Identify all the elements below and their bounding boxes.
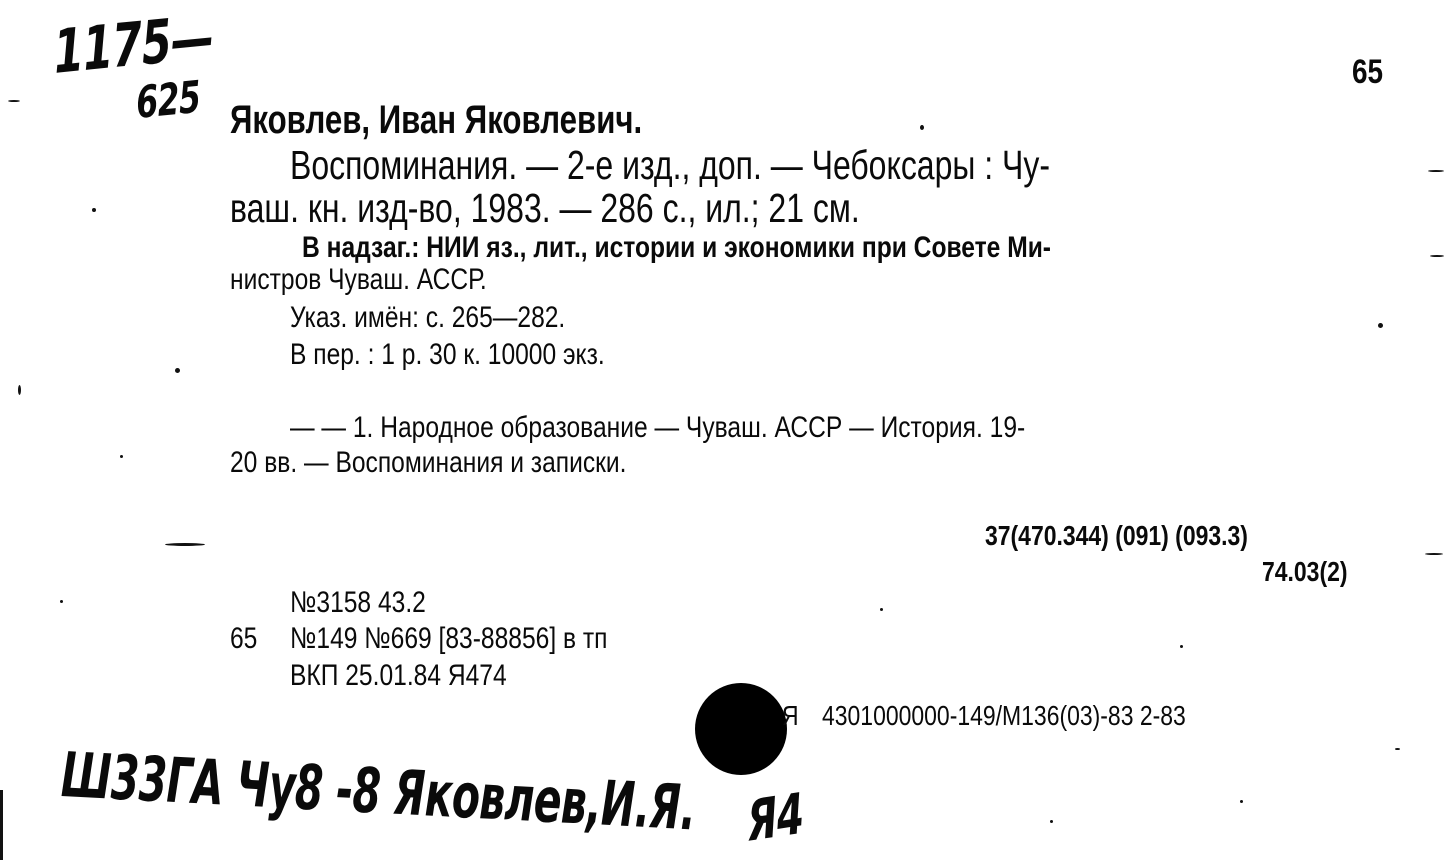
author-heading: Яковлев, Иван Яковлевич.: [230, 98, 643, 142]
subject-line-2: 20 вв. — Воспоминания и записки.: [230, 446, 627, 479]
handwritten-shelf-mark: 625: [135, 71, 202, 129]
noise-speck: [92, 208, 96, 212]
noise-speck: [60, 600, 63, 603]
record-line-2: №149 №669 [83-88856] в тп: [290, 622, 608, 655]
noise-speck: [120, 455, 123, 458]
ink-blot: [695, 683, 787, 775]
price-note: В пер. : 1 р. 30 к. 10000 экз.: [290, 338, 605, 371]
noise-speck: [1430, 255, 1444, 257]
noise-speck: [1378, 323, 1383, 328]
noise-speck: [8, 100, 20, 102]
handwritten-tail-mark: Я4: [745, 781, 806, 855]
record-line-1: №3158 43.2: [290, 586, 426, 619]
title-line-2: ваш. кн. изд-во, 1983. — 286 с., ил.; 21 см.: [230, 185, 860, 231]
noise-speck: [880, 608, 883, 611]
noise-speck: [18, 385, 21, 395]
udc-code: 37(470.344) (091) (093.3): [985, 520, 1248, 551]
bbk-code: 74.03(2): [1262, 556, 1348, 587]
title-line-1: Воспоминания. — 2-е изд., доп. — Чебоксары : Чу-: [290, 142, 1050, 188]
note-line-1: В надзаг.: НИИ яз., лит., истории и экономики при Совете Ми-: [302, 231, 1052, 264]
record-line-3: ВКП 25.01.84 Я474: [290, 659, 507, 692]
noise-speck: [920, 125, 924, 130]
index-note: Указ. имён: с. 265—282.: [290, 301, 566, 334]
noise-speck: [1428, 170, 1444, 172]
page-number: 65: [1352, 53, 1384, 91]
noise-speck: [1180, 645, 1183, 648]
handwritten-call-number: Ш33ГА Чу8 -8 Яковлев,И.Я.: [60, 738, 697, 845]
noise-speck: [1240, 800, 1243, 803]
code-line: 4301000000-149/М136(03)-83 2-83: [822, 700, 1186, 731]
noise-speck: [165, 543, 205, 546]
code-line-prefix: Я: [782, 700, 799, 731]
record-line-2-prefix: 65: [230, 622, 258, 655]
note-line-2: нистров Чуваш. АССР.: [230, 263, 487, 296]
noise-speck: [175, 368, 180, 373]
noise-speck: [1395, 748, 1400, 750]
scan-edge-line: [0, 790, 3, 860]
subject-line-1: — — 1. Народное образование — Чуваш. АССР — История. 19-: [290, 411, 1026, 444]
noise-speck: [1050, 820, 1053, 823]
noise-speck: [1425, 553, 1443, 555]
handwritten-top-number: 1175—: [52, 2, 215, 88]
